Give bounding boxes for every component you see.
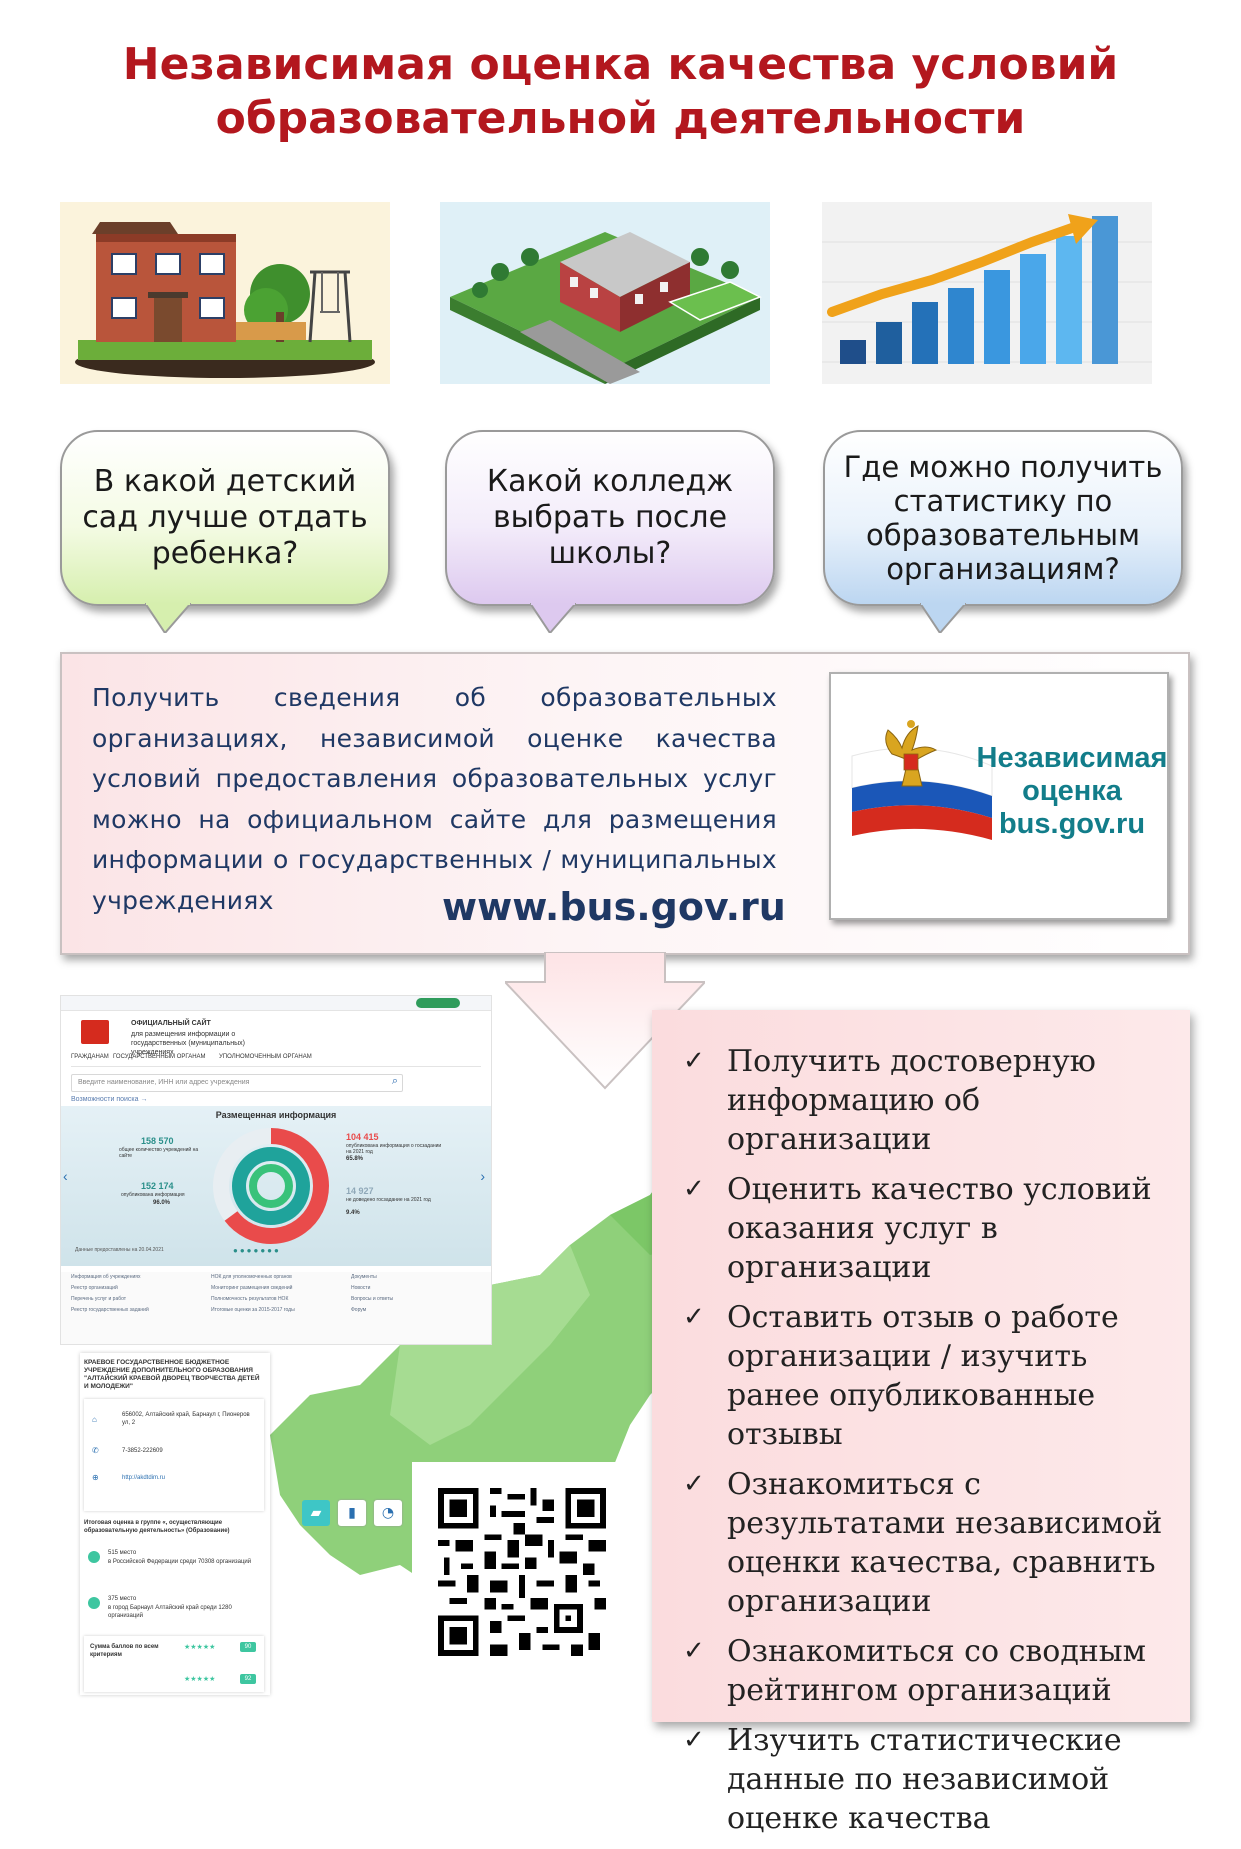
site-stat-pct-3: 65.8% [346, 1156, 364, 1162]
site-search-placeholder: Введите наименование, ИНН или адрес учреждения [78, 1079, 250, 1086]
org-name: КРАЕВОЕ ГОСУДАРСТВЕННОЕ БЮДЖЕТНОЕ УЧРЕЖДЕНИЕ ДОПОЛНИТЕЛЬНОГО ОБРАЗОВАНИЯ "АЛТАЙСКИЙ КРАЕВОЙ ДВОРЕЦ ТВОРЧЕСТВА ДЕТЕЙ И МОЛОДЕЖИ" [84, 1359, 260, 1390]
org-rating-title: Итоговая оценка в группе «, осуществляющие образовательную деятельность» (Образование) [84, 1520, 230, 1534]
checklist-item-text: Ознакомиться со сводным рейтингом организаций [727, 1634, 1147, 1708]
site-emblem-icon [81, 1020, 109, 1044]
site-nav-citizens[interactable]: ГРАЖДАНАМ [71, 1054, 109, 1060]
organization-card-screenshot [80, 1353, 270, 1695]
info-text: Получить сведения об образовательных организациях, независимой оценке качества условий предоставления образовательных услуг можно на официальном сайте для размещения информации о государственных / муниципальных учреждениях [92, 683, 777, 915]
site-stat-value-1: 158 570 [141, 1136, 174, 1146]
site-stat-value-2: 152 174 [141, 1181, 174, 1191]
org-score-1: 90 [240, 1642, 256, 1652]
checklist-item-text: Оценить качество условий оказания услуг в организации [727, 1172, 1152, 1285]
pie-chart-icon: ◔ [381, 1505, 395, 1521]
org-score-2: 92 [240, 1674, 256, 1684]
checklist-item [683, 1632, 1183, 1710]
logo-line-2: оценка [1022, 775, 1122, 807]
site-search-input[interactable] [71, 1074, 403, 1092]
chart-view-button[interactable] [338, 1500, 366, 1526]
page-title [0, 38, 1241, 146]
footer-link[interactable]: Реестр государственных заданий [71, 1307, 149, 1313]
site-nav-gov-bodies[interactable]: ГОСУДАРСТВЕННЫМ ОРГАНАМ [113, 1054, 206, 1060]
checklist-item-text: Получить достоверную информацию об организации [727, 1044, 1096, 1157]
bubble-tail-1 [145, 603, 191, 633]
site-section-title: Размещенная информация [215, 1110, 337, 1120]
site-footer-col-3 [351, 1272, 393, 1316]
checkmark-icon: ✓ [683, 1174, 705, 1204]
home-icon: ⌂ [92, 1415, 97, 1424]
org-rank-2: 375 место [108, 1596, 137, 1602]
site-nav-authorized[interactable]: УПОЛНОМОЧЕННЫМ ОРГАНАМ [219, 1054, 312, 1060]
question-text-2: Какой колледж выбрать после школы? [486, 464, 734, 571]
bubble-tail-3 [920, 603, 966, 633]
medal-icon [88, 1551, 100, 1563]
footer-link[interactable]: Итоговые оценки за 2015-2017 годы [211, 1307, 295, 1313]
org-score-label: Сумма баллов по всем критериям [90, 1644, 159, 1658]
footer-link[interactable]: Реестр организаций [71, 1285, 118, 1291]
org-site-link[interactable]: http://akdtdim.ru [122, 1475, 166, 1481]
site-donut-chart [211, 1126, 331, 1246]
footer-link[interactable]: Полномочность результатов НОК [211, 1296, 289, 1302]
link-icon: ⊕ [92, 1473, 99, 1482]
site-stat-pct-4: 9.4% [346, 1210, 360, 1216]
map-icon: ▰ [310, 1505, 322, 1521]
star-rating-icon: ★★★★★ [184, 1676, 216, 1683]
org-phone: 7-3852-222609 [122, 1448, 163, 1454]
title-line-1: Независимая оценка качества условий [122, 39, 1119, 90]
logo-line-3: bus.gov.ru [998, 808, 1146, 840]
site-stat-label-1: общее количество учреждений на сайте [119, 1147, 199, 1159]
qr-code-icon[interactable] [438, 1488, 606, 1656]
site-stats-panel [61, 1106, 491, 1266]
site-header-subtitle: для размещения информации о государственных (муниципальных) учреждениях [131, 1031, 245, 1056]
site-footer-col-1 [71, 1272, 149, 1316]
college-illustration [440, 202, 770, 384]
footer-link[interactable]: Форум [351, 1307, 367, 1313]
site-url-link[interactable]: www.bus.gov.ru [442, 885, 786, 929]
bus-gov-logo-text [962, 742, 1182, 841]
site-footer-col-2 [211, 1272, 295, 1316]
title-line-2: образовательной деятельности [215, 93, 1026, 144]
checklist-item-text: Оставить отзыв о работе организации / изучить ранее опубликованные отзывы [727, 1300, 1119, 1452]
site-stat-label-2: опубликована информация [121, 1192, 185, 1198]
checkmark-icon: ✓ [683, 1636, 705, 1666]
checklist-item [683, 1465, 1183, 1621]
question-text-3: Где можно получить статистику по образовательным организациям? [843, 450, 1163, 586]
site-stat-label-3: опубликована информация о госзадании на 2021 год [346, 1143, 442, 1155]
site-carousel-next-icon[interactable]: › [480, 1168, 485, 1184]
checklist-item [683, 1170, 1183, 1287]
org-address: 656002, Алтайский край, Барнаул г, Пионеров ул, 2 [122, 1412, 250, 1426]
footer-link[interactable]: Новости [351, 1285, 371, 1291]
footer-link[interactable]: Мониторинг размещения сведений [211, 1285, 293, 1291]
site-carousel-prev-icon[interactable]: ‹ [63, 1168, 68, 1184]
checkmark-icon: ✓ [683, 1046, 705, 1076]
map-view-button[interactable] [302, 1500, 330, 1526]
checklist-item-text: Изучить статистические данные по независимой оценке качества [727, 1723, 1122, 1836]
phone-icon: ✆ [92, 1446, 99, 1455]
footer-link[interactable]: НОК для уполномоченных органов [211, 1274, 292, 1280]
star-rating-icon: ★★★★★ [184, 1644, 216, 1651]
org-rank-1-desc: в Российской Федерации среди 70308 организаций [108, 1559, 252, 1565]
checklist-item [683, 1042, 1183, 1159]
checklist-item-text: Ознакомиться с результатами независимой оценки качества, сравнить организации [727, 1467, 1163, 1619]
medal-icon [88, 1597, 100, 1609]
footer-link[interactable]: Информация об учреждениях [71, 1274, 141, 1280]
website-screenshot [60, 995, 492, 1345]
bubble-tail-2 [530, 603, 576, 633]
benefits-checklist [683, 1042, 1183, 1849]
footer-link[interactable]: Документы [351, 1274, 377, 1280]
site-header-title: ОФИЦИАЛЬНЫЙ САЙТ [131, 1020, 211, 1027]
site-login-button[interactable] [416, 998, 460, 1008]
site-stat-value-3: 104 415 [346, 1132, 379, 1142]
site-stat-value-4: 14 927 [346, 1186, 374, 1196]
site-stat-label-4: не доведено госзадание на 2021 год [346, 1197, 431, 1203]
org-rank-1: 515 место [108, 1550, 137, 1556]
logo-line-1: Независимая [976, 742, 1168, 774]
site-search-more-link[interactable]: Возможности поиска → [71, 1096, 148, 1103]
org-rank-2-desc: в город Барнаул Алтайский край среди 1280 организаций [108, 1605, 232, 1619]
site-updated-note: Данные предоставлены на 20.04.2021 [75, 1247, 164, 1253]
pie-view-button[interactable] [374, 1500, 402, 1526]
question-text-1: В какой детский сад лучше отдать ребенка? [82, 464, 368, 571]
bar-chart-icon: ▮ [348, 1505, 356, 1521]
search-icon[interactable]: ⌕ [391, 1075, 398, 1087]
question-bubble-college [445, 430, 775, 606]
question-bubble-kindergarten [60, 430, 390, 606]
footer-link[interactable]: Вопросы и ответы [351, 1296, 394, 1302]
question-bubble-statistics [823, 430, 1183, 606]
checklist-item [683, 1298, 1183, 1454]
checkmark-icon: ✓ [683, 1469, 705, 1499]
site-carousel-dots[interactable]: ●●●●●●● [233, 1246, 281, 1255]
footer-link[interactable]: Перечень услуг и работ [71, 1296, 127, 1302]
checklist-item [683, 1721, 1183, 1838]
kindergarten-illustration [60, 202, 390, 384]
growth-chart-illustration [822, 202, 1152, 384]
site-stat-pct-2: 96.0% [153, 1200, 171, 1206]
checkmark-icon: ✓ [683, 1302, 705, 1332]
checkmark-icon: ✓ [683, 1725, 705, 1755]
